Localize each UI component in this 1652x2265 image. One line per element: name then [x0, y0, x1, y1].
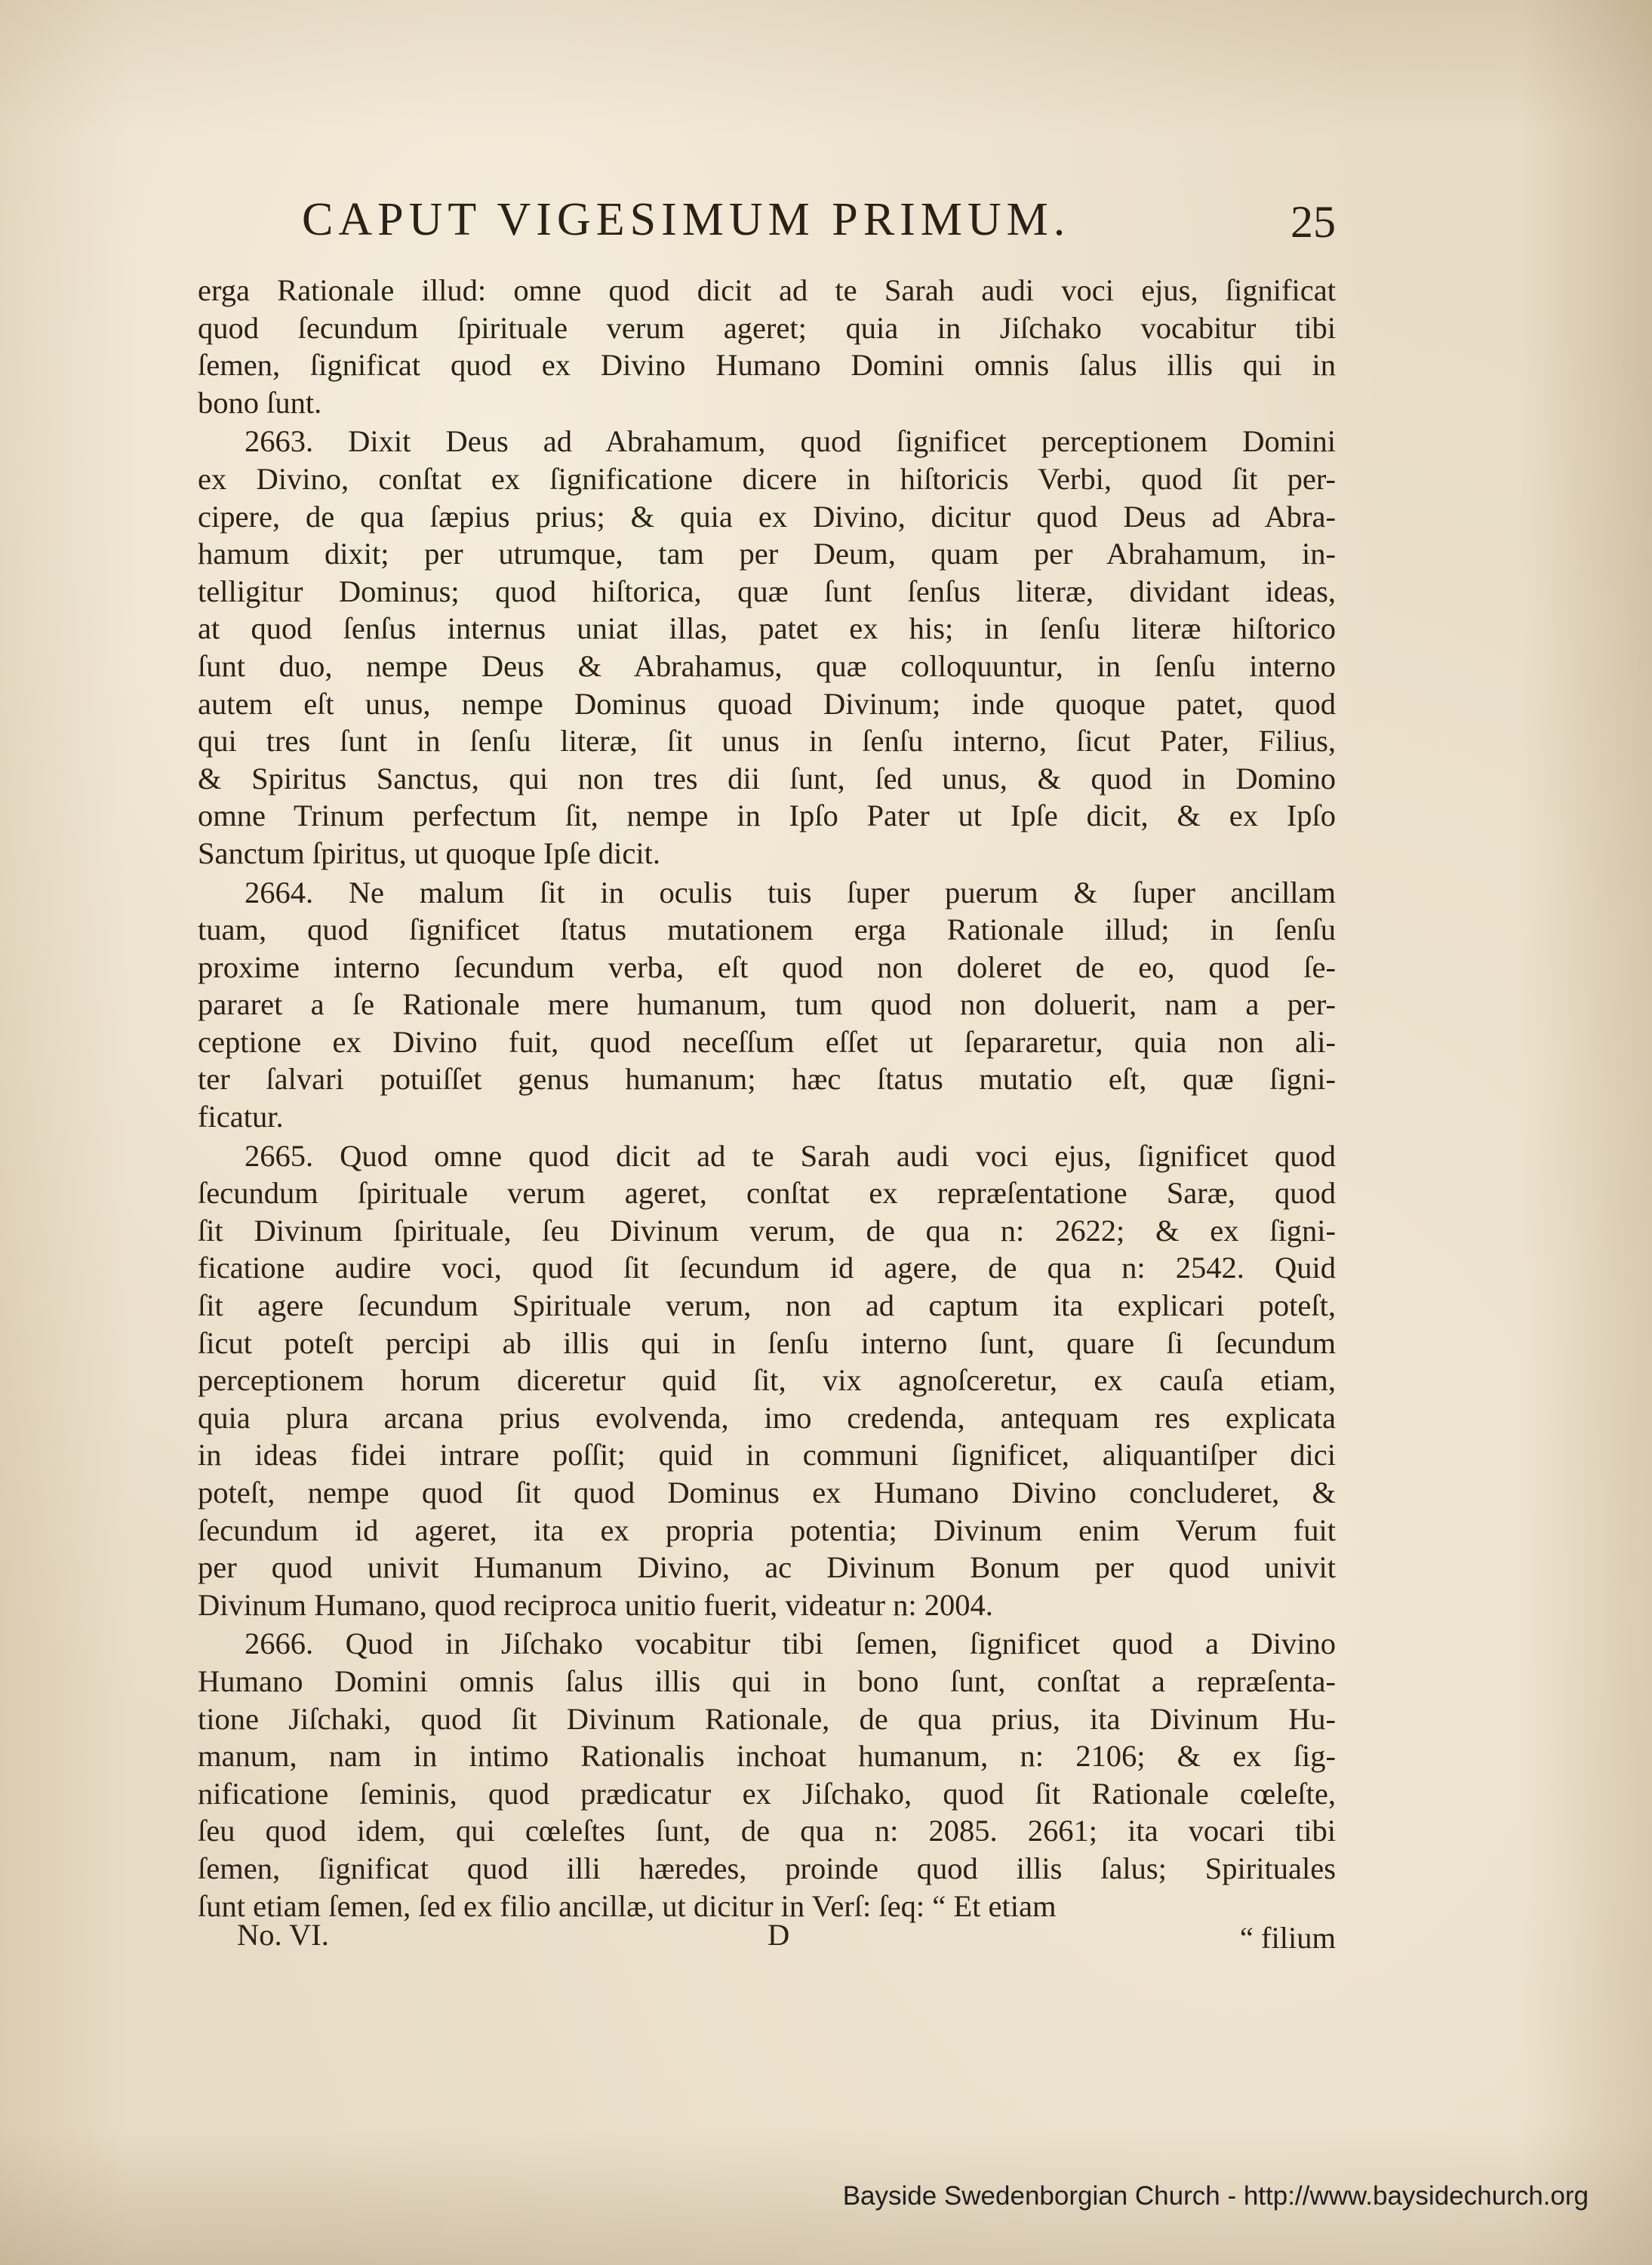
- text-line: quod ſecundum ſpirituale verum ageret; quia in Jiſchako vocabitur tibi: [198, 310, 1336, 345]
- text-line: ſemen, ſignificat quod illi hæredes, proinde quod illis ſalus; Spirituales: [198, 1851, 1336, 1885]
- paragraph: [198, 423, 1336, 872]
- paragraph: [198, 272, 1336, 421]
- text-line: 2664. Ne malum ſit in oculis tuis ſuper puerum & ſuper ancillam: [245, 875, 1336, 909]
- text-line: ſit agere ſecundum Spirituale verum, non ad captum ita explicari poteſt,: [198, 1288, 1336, 1323]
- body-text: [198, 272, 1336, 1925]
- text-line: poteſt, nempe quod ſit quod Dominus ex Humano Divino concluderet, &: [198, 1476, 1336, 1509]
- text-line: nificatione ſeminis, quod prædicatur ex Jiſchako, quod ſit Rationale cœleſte,: [198, 1776, 1336, 1811]
- text-line: in ideas fidei intrare poſſit; quid in communi ſignificet, aliquantiſper dici: [198, 1438, 1336, 1473]
- text-line: cipere, de qua ſæpius prius; & quia ex Divino, dicitur quod Deus ad Abra-: [198, 499, 1336, 534]
- text-line: qui tres ſunt in ſenſu literæ, ſit unus in ſenſu interno, ſicut Pater, Filius,: [198, 724, 1336, 759]
- source-credit: Bayside Swedenborgian Church - http://www.baysidechurch.org: [842, 2181, 1589, 2211]
- text-line: 2666. Quod in Jiſchako vocabitur tibi ſemen, ſignificet quod a Divino: [245, 1626, 1336, 1661]
- text-line: perceptionem horum diceretur quid ſit, vix agnoſceretur, ex cauſa etiam,: [198, 1363, 1336, 1398]
- paragraph: [198, 874, 1336, 1136]
- text-line: proxime interno ſecundum verba, eſt quod non doleret de eo, quod ſe-: [198, 949, 1336, 984]
- text-line: ſunt etiam ſemen, ſed ex filio ancillæ, ut dicitur in Verſ: ſeq: “ Et etiam: [198, 1888, 1057, 1923]
- text-line: at quod ſenſus internus uniat illas, patet ex his; in ſenſu literæ hiſtorico: [198, 611, 1336, 646]
- text-line: bono ſunt.: [198, 385, 322, 420]
- text-line: manum, nam in intimo Rationalis inchoat humanum, n: 2106; & ex ſig-: [198, 1739, 1336, 1774]
- text-line: autem eſt unus, nempe Dominus quoad Divinum; inde quoque patet, quod: [198, 686, 1336, 721]
- text-line: ſecundum ſpirituale verum ageret, conſtat ex repræſentatione Saræ, quod: [198, 1176, 1336, 1211]
- text-line: tuam, quod ſignificet ſtatus mutationem erga Rationale illud; in ſenſu: [198, 912, 1336, 947]
- text-line: quia plura arcana prius evolvenda, imo credenda, antequam res explicata: [198, 1400, 1336, 1435]
- paragraph: [198, 1137, 1336, 1624]
- text-line: 2663. Dixit Deus ad Abrahamum, quod ſignificet perceptionem Domini: [245, 424, 1336, 459]
- text-line: ficatur.: [198, 1100, 284, 1134]
- text-line: ter ſalvari potuiſſet genus humanum; hæc ſtatus mutatio eſt, quæ ſigni-: [198, 1062, 1336, 1097]
- text-line: Humano Domini omnis ſalus illis qui in bono ſunt, conſtat a repræſenta-: [198, 1663, 1336, 1698]
- running-head: [302, 189, 1336, 257]
- text-line: & Spiritus Sanctus, qui non tres dii ſunt, ſed unus, & quod in Domino: [198, 761, 1336, 796]
- text-line: erga Rationale illud: omne quod dicit ad te Sarah audi voci ejus, ſignificat: [198, 273, 1336, 307]
- text-line: per quod univit Humanum Divino, ac Divinum Bonum per quod univit: [198, 1550, 1336, 1585]
- text-line: ſemen, ſignificat quod ex Divino Humano Domini omnis ſalus illis qui in: [198, 348, 1336, 383]
- sheet-letter: D: [768, 1918, 790, 1952]
- text-line: ſit Divinum ſpirituale, ſeu Divinum verum, de qua n: 2622; & ex ſigni-: [198, 1213, 1336, 1248]
- text-line: telligitur Dominus; quod hiſtorica, quæ ſunt ſenſus literæ, dividant ideas,: [198, 574, 1336, 608]
- page-footer: [198, 1917, 1336, 1962]
- text-line: ex Divino, conſtat ex ſignificatione dicere in hiſtoricis Verbi, quod ſit per-: [198, 461, 1336, 496]
- text-line: ſunt duo, nempe Deus & Abrahamus, quæ colloquuntur, in ſenſu interno: [198, 648, 1336, 683]
- paragraph: [198, 1625, 1336, 1925]
- text-line: Sanctum ſpiritus, ut quoque Ipſe dicit.: [198, 836, 661, 870]
- text-line: ſecundum id ageret, ita ex propria potentia; Divinum enim Verum fuit: [198, 1513, 1336, 1547]
- text-line: ficatione audire voci, quod ſit ſecundum id agere, de qua n: 2542. Quid: [198, 1251, 1336, 1285]
- page-number: 25: [1291, 197, 1336, 247]
- text-line: tione Jiſchaki, quod ſit Divinum Rationale, de qua prius, ita Divinum Hu-: [198, 1701, 1336, 1736]
- text-line: 2665. Quod omne quod dicit ad te Sarah audi voci ejus, ſignificet quod: [245, 1138, 1336, 1173]
- text-line: ſeu quod idem, qui cœleſtes ſunt, de qua n: 2085. 2661; ita vocari tibi: [198, 1814, 1336, 1848]
- text-line: Divinum Humano, quod reciproca unitio fuerit, videatur n: 2004.: [198, 1587, 993, 1622]
- text-line: omne Trinum perfectum ſit, nempe in Ipſo Pater ut Ipſe dicit, & ex Ipſo: [198, 799, 1336, 833]
- text-line: ceptione ex Divino fuit, quod neceſſum eſſet ut ſepararetur, quia non ali-: [198, 1024, 1336, 1059]
- text-line: pararet a ſe Rationale mere humanum, tum quod non doluerit, nam a per-: [198, 987, 1336, 1022]
- catchword: “ filium: [1239, 1921, 1336, 1955]
- page-title: CAPUT VIGESIMUM PRIMUM.: [302, 194, 1071, 245]
- signature-mark: No. VI.: [237, 1918, 329, 1952]
- text-line: ſicut poteſt percipi ab illis qui in ſenſu interno ſunt, quare ſi ſecundum: [198, 1325, 1336, 1360]
- text-line: hamum dixit; per utrumque, tam per Deum, quam per Abrahamum, in-: [198, 537, 1336, 571]
